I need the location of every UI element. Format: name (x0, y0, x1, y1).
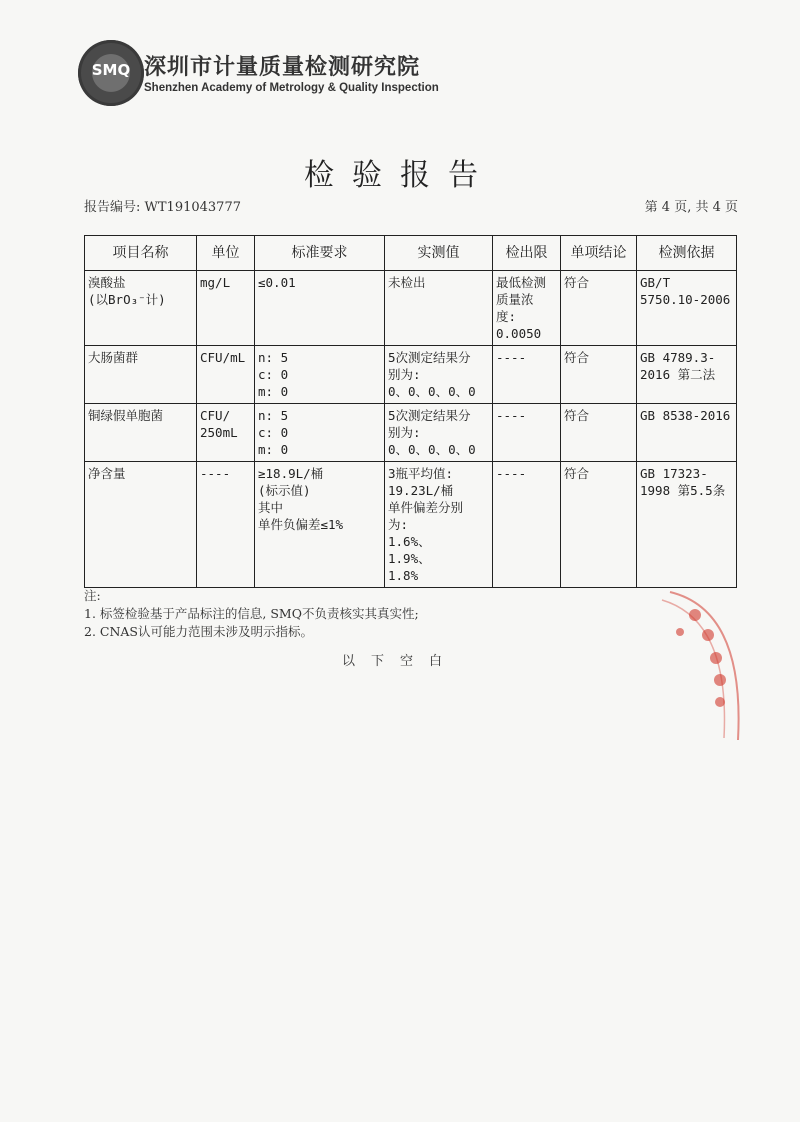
official-seal-stamp (650, 580, 750, 750)
cell-line: 0.0050 (496, 326, 542, 341)
cell-unit (197, 346, 255, 404)
cell-line: 5次测定结果分 (388, 350, 471, 365)
cell-limit (493, 271, 561, 346)
org-name-en: Shenzhen Academy of Metrology & Quality Inspection (144, 82, 439, 94)
cell-line: ---- (496, 350, 527, 365)
cell-line: mg/L (200, 275, 231, 290)
note-item-1: 1. 标签检验基于产品标注的信息, SMQ不负责核实其真实性; (84, 606, 419, 621)
cell-line: 单件负偏差≤1% (258, 517, 344, 532)
cell-line: m: 0 (258, 384, 289, 399)
cell-line: n: 5 (258, 350, 289, 365)
cell-standard (255, 404, 385, 462)
cell-line: 2016 第二法 (640, 367, 716, 382)
cell-conclusion (561, 462, 637, 588)
report-number: 报告编号: WT191043777 (84, 200, 241, 215)
cell-line: 为: (388, 517, 409, 532)
notes (84, 587, 419, 641)
cell-line: n: 5 (258, 408, 289, 423)
cell-line: 质量浓 (496, 292, 534, 307)
cell-basis (637, 271, 737, 346)
cell-line: ---- (496, 408, 527, 423)
cell-basis (637, 462, 737, 588)
cell-line: m: 0 (258, 442, 289, 457)
page-number: 第 4 页, 共 4 页 (644, 200, 738, 215)
cell-line: ≤0.01 (258, 275, 296, 290)
cell-unit (197, 462, 255, 588)
notes-label: 注: (84, 588, 101, 603)
cell-line: 未检出 (388, 275, 426, 290)
cell-line: GB/T (640, 275, 671, 290)
cell-line: 铜绿假单胞菌 (88, 408, 164, 423)
cell-line: 溴酸盐 (88, 275, 126, 290)
table-header-row (85, 236, 737, 271)
cell-line: (以BrO₃⁻计) (88, 292, 166, 307)
cell-line: 别为: (388, 367, 421, 382)
cell-name (85, 462, 197, 588)
cell-line: GB 8538-2016 (640, 408, 731, 423)
cell-name (85, 346, 197, 404)
cell-line: c: 0 (258, 367, 289, 382)
cell-measured (385, 462, 493, 588)
results-table (84, 235, 737, 588)
cell-unit (197, 271, 255, 346)
cell-line: 19.23L/桶 (388, 483, 454, 498)
cell-basis (637, 346, 737, 404)
cell-line: 最低检测 (496, 275, 547, 290)
cell-name (85, 271, 197, 346)
cell-line: 1.9%、 (388, 551, 431, 566)
table-row (85, 462, 737, 588)
note-item-2: 2. CNAS认可能力范围未涉及明示指标。 (84, 624, 313, 639)
org-name-cn: 深圳市计量质量检测研究院 (144, 55, 421, 80)
cell-line: 单件偏差分别 (388, 500, 464, 515)
cell-limit (493, 346, 561, 404)
column-header: 单项结论 (561, 236, 637, 271)
cell-conclusion (561, 346, 637, 404)
cell-line: 符合 (564, 350, 590, 365)
cell-line: CFU/ (200, 408, 231, 423)
cell-line: 大肠菌群 (88, 350, 139, 365)
cell-line: 1998 第5.5条 (640, 483, 726, 498)
cell-basis (637, 404, 737, 462)
table-row (85, 271, 737, 346)
cell-line: 别为: (388, 425, 421, 440)
table-row (85, 404, 737, 462)
logo-text: SMQ (91, 61, 131, 79)
cell-line: c: 0 (258, 425, 289, 440)
letterhead (78, 40, 498, 110)
cell-measured (385, 346, 493, 404)
report-title: 检验报告 (304, 158, 496, 193)
column-header: 单位 (197, 236, 255, 271)
cell-measured (385, 271, 493, 346)
smq-logo (78, 40, 144, 106)
cell-line: (标示值) (258, 483, 311, 498)
end-marker: 以下空白 (341, 654, 458, 669)
cell-line: 1.8% (388, 568, 419, 583)
column-header: 检出限 (493, 236, 561, 271)
cell-line: 250mL (200, 425, 238, 440)
cell-line: CFU/mL (200, 350, 246, 365)
cell-line: GB 17323- (640, 466, 708, 481)
cell-standard (255, 462, 385, 588)
cell-line: 0、0、0、0、0 (388, 384, 476, 399)
cell-name (85, 404, 197, 462)
cell-line: 符合 (564, 466, 590, 481)
cell-limit (493, 404, 561, 462)
cell-line: 符合 (564, 275, 590, 290)
cell-line: 度: (496, 309, 517, 324)
column-header: 检测依据 (637, 236, 737, 271)
cell-line: 3瓶平均值: (388, 466, 454, 481)
cell-line: 1.6%、 (388, 534, 431, 549)
cell-limit (493, 462, 561, 588)
cell-measured (385, 404, 493, 462)
cell-conclusion (561, 404, 637, 462)
cell-line: ---- (200, 466, 231, 481)
column-header: 项目名称 (85, 236, 197, 271)
column-header: 实测值 (385, 236, 493, 271)
cell-unit (197, 404, 255, 462)
cell-standard (255, 271, 385, 346)
cell-line: 5次测定结果分 (388, 408, 471, 423)
cell-conclusion (561, 271, 637, 346)
cell-line: 其中 (258, 500, 284, 515)
table-row (85, 346, 737, 404)
column-header: 标准要求 (255, 236, 385, 271)
cell-line: 净含量 (88, 466, 126, 481)
cell-standard (255, 346, 385, 404)
cell-line: GB 4789.3- (640, 350, 716, 365)
cell-line: 0、0、0、0、0 (388, 442, 476, 457)
cell-line: 5750.10-2006 (640, 292, 731, 307)
cell-line: ---- (496, 466, 527, 481)
cell-line: 符合 (564, 408, 590, 423)
cell-line: ≥18.9L/桶 (258, 466, 324, 481)
